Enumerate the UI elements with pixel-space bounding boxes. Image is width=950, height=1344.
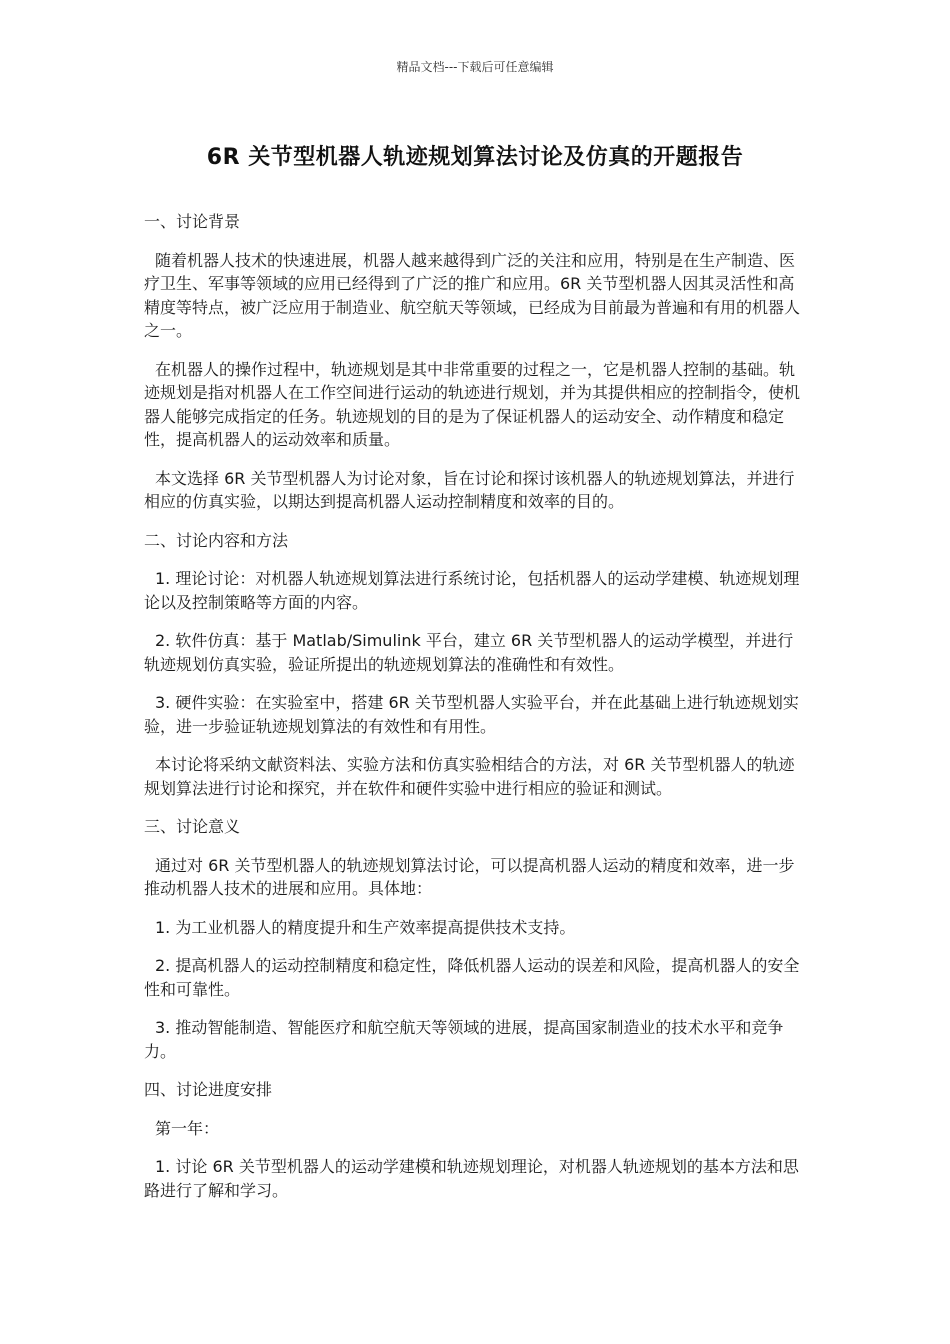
section-heading-content-methods: 二、讨论内容和方法	[144, 530, 289, 550]
section-heading-schedule: 四、讨论进度安排	[144, 1080, 273, 1099]
list-item: 1. 理论讨论：对机器人轨迹规划算法进行系统讨论，包括机器人的运动学建模、轨迹规划理论以及控制策略等方面的内容。	[144, 569, 800, 612]
header-note: 精品文档---下载后可任意编辑	[396, 60, 554, 74]
list-item: 1. 为工业机器人的精度提升和生产效率提高提供技术支持。	[155, 917, 576, 937]
paragraph: 第一年：	[155, 1118, 220, 1138]
paragraph: 本讨论将采纳文献资料法、实验方法和仿真实验相结合的方法，对 6R 关节型机器人的轨迹规划算法进行讨论和探究，并在软件和硬件实验中进行相应的验证和测试。	[144, 755, 795, 798]
paragraph: 本文选择 6R 关节型机器人为讨论对象，旨在讨论和探讨该机器人的轨迹规划算法，并进行相应的仿真实验，以期达到提高机器人运动控制精度和效率的目的。	[144, 468, 795, 511]
section-heading-significance: 三、讨论意义	[144, 817, 241, 836]
paragraph: 随着机器人技术的快速进展，机器人越来越得到广泛的关注和应用，特别是在生产制造、医疗卫生、军事等领域的应用已经得到了广泛的推广和应用。6R 关节型机器人因其灵活性和高精度等特点，被广泛应用于制造业、航空航天等领域，已经成为目前最为普遍和有用的机器人之一。	[144, 250, 801, 340]
section-heading-background: 一、讨论背景	[144, 212, 241, 231]
document-body	[144, 210, 808, 1217]
list-item: 2. 软件仿真：基于 Matlab/Simulink 平台，建立 6R 关节型机器人的运动学模型，并进行轨迹规划仿真实验，验证所提出的轨迹规划算法的准确性和有效性。	[144, 631, 794, 674]
list-item: 2. 提高机器人的运动控制精度和稳定性，降低机器人运动的误差和风险，提高机器人的安全性和可靠性。	[144, 956, 800, 999]
list-item: 3. 硬件实验：在实验室中，搭建 6R 关节型机器人实验平台，并在此基础上进行轨迹规划实验，进一步验证轨迹规划算法的有效性和有用性。	[144, 693, 799, 736]
list-item: 1. 讨论 6R 关节型机器人的运动学建模和轨迹规划理论，对机器人轨迹规划的基本方法和思路进行了解和学习。	[144, 1157, 799, 1200]
list-item: 3. 推动智能制造、智能医疗和航空航天等领域的进展，提高国家制造业的技术水平和竞争力。	[144, 1018, 784, 1061]
document-title: 6R 关节型机器人轨迹规划算法讨论及仿真的开题报告	[206, 145, 744, 170]
paragraph: 通过对 6R 关节型机器人的轨迹规划算法讨论，可以提高机器人运动的精度和效率，进一步推动机器人技术的进展和应用。具体地：	[144, 855, 795, 898]
paragraph: 在机器人的操作过程中，轨迹规划是其中非常重要的过程之一，它是机器人控制的基础。轨迹规划是指对机器人在工作空间进行运动的轨迹进行规划，并为其提供相应的控制指令，使机器人能够完成指定的任务。轨迹规划的目的是为了保证机器人的运动安全、动作精度和稳定性，提高机器人的运动效率和质量。	[144, 359, 801, 449]
